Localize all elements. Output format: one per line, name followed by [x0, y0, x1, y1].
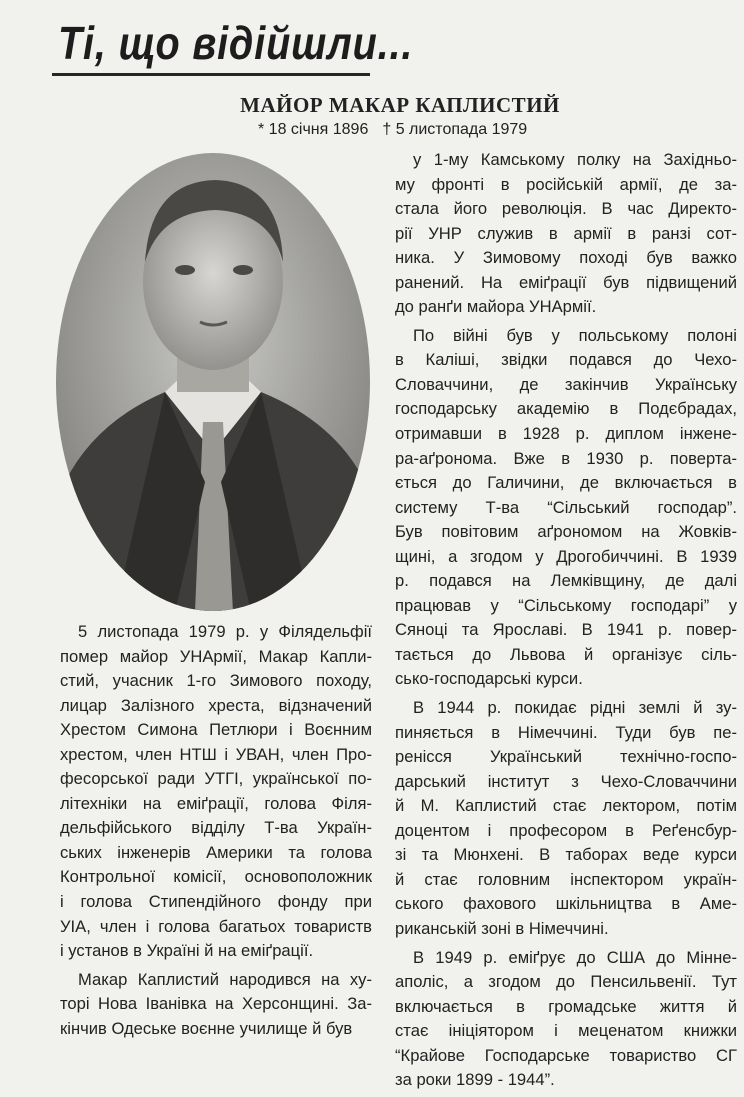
text-line: ренісся Український технічно-госпо-	[395, 747, 737, 767]
obituary-heading: МАЙОР МАКАР КАПЛИСТИЙ	[240, 93, 560, 117]
text-line: По війні був у польському полоні	[413, 325, 737, 345]
text-line: В 1949 р. еміґрує до США до Мінне-	[413, 947, 737, 967]
paragraph	[395, 946, 737, 1093]
death-date: † 5 листопада 1979	[382, 121, 528, 138]
text-line: кінчив Одеське воєнне училище й був	[60, 1018, 353, 1038]
text-line: рії УНР служив в армії в ранзі сот-	[395, 223, 737, 243]
text-line: Був повітовим аґрономом на Жовків-	[395, 522, 737, 542]
text-line: ранений. На еміґрації був підвищений	[395, 272, 737, 292]
text-line: сько-господарські курси.	[395, 669, 583, 689]
text-line: включається в громадське життя й	[395, 996, 737, 1016]
life-dates	[258, 121, 541, 139]
text-line: Словаччини, де закінчив Українську	[395, 374, 737, 394]
right-column-text	[395, 148, 737, 1097]
section-title: Ті, що відійшли...	[58, 17, 414, 69]
text-line: пиняється в Німеччині. Туди був пе-	[395, 722, 737, 742]
paragraph	[60, 968, 372, 1042]
text-line: му фронті в російській армії, де за-	[395, 174, 737, 194]
text-line: ського фахового шкільництва в Аме-	[395, 894, 737, 914]
text-line: і установ в Україні й на еміґрації.	[60, 941, 314, 961]
title-underline	[52, 73, 370, 76]
text-line: торі Нова Іванівка на Херсонщині. За-	[60, 994, 372, 1014]
text-line: фесорської ради УТГІ, української по-	[60, 769, 372, 789]
paragraph	[395, 324, 737, 692]
text-line: Хрестом Симона Петлюри і Воєнним	[60, 720, 372, 740]
text-line: “Крайове Господарське товариство СГ	[395, 1045, 737, 1065]
text-line: господарську академію в Подєбрадах,	[395, 399, 737, 419]
text-line: дельфійського відділу Т-ва Україн-	[60, 818, 372, 838]
text-line: й М. Каплистий стає лектором, потім	[395, 796, 737, 816]
left-column-text	[60, 620, 372, 1045]
text-line: 5 листопада 1979 р. у Філядельфії	[78, 622, 372, 641]
text-line: стає ініціятором і меценатом книжки	[395, 1021, 737, 1041]
text-line: у 1-му Камському полку на Західньо-	[413, 150, 737, 169]
text-line: лицар Залізного хреста, відзначений	[60, 695, 372, 715]
text-line: за роки 1899 - 1944”.	[395, 1070, 555, 1090]
portrait-photo	[55, 152, 371, 612]
birth-date: * 18 січня 1896	[258, 121, 369, 138]
text-line: дарський інститут з Чехо-Словаччини	[395, 771, 737, 791]
text-line: ських інженерів Америки та голова	[60, 842, 372, 862]
text-line: Контрольної комісії, основоположник	[60, 867, 372, 887]
text-line: систему Т-ва “Сільський господар”.	[395, 497, 737, 517]
text-line: ника. У Зимовому поході був важко	[395, 248, 737, 268]
text-line: аполіс, а згодом до Пенсильвенії. Тут	[395, 972, 737, 992]
text-line: отримавши в 1928 р. диплом інжене-	[395, 424, 737, 444]
text-line: й стає головним інспектором україн-	[395, 869, 737, 889]
text-line: доцентом і професором в Реґенсбур-	[395, 820, 737, 840]
text-line: зі та Мюнхені. В таборах веде курси	[395, 845, 737, 865]
paragraph	[395, 148, 737, 320]
paragraph	[395, 696, 737, 941]
text-line: ється до Галичини, де включається в	[395, 473, 737, 493]
paragraph	[60, 620, 372, 964]
text-line: р. подався на Лемківщину, де далі	[395, 571, 737, 591]
text-line: Макар Каплистий народився на ху-	[78, 969, 372, 989]
text-line: помер майор УНАрмії, Макар Капли-	[60, 646, 372, 666]
text-line: стий, учасник 1-го Зимового походу,	[60, 671, 372, 691]
text-line: ра-аґронома. Вже в 1930 р. поверта-	[395, 448, 737, 468]
text-line: В 1944 р. покидає рідні землі й зу-	[413, 698, 737, 718]
text-line: в Каліші, звідки подався до Чехо-	[395, 350, 737, 370]
text-line: стала його революція. В час Директо-	[395, 199, 737, 219]
text-line: працював у “Сільському господарі” у	[395, 595, 737, 615]
text-line: УІА, член і голова багатьох товариств	[60, 916, 372, 936]
text-line: і голова Стипендійного фонду при	[60, 892, 372, 912]
text-line: хрестом, член НТШ і УВАН, член Про-	[60, 744, 372, 764]
text-line: щині, а згодом у Дрогобиччині. В 1939	[395, 546, 737, 566]
text-line: до ранґи майора УНАрмії.	[395, 297, 597, 317]
text-line: Сяноці та Ярославі. В 1941 р. повер-	[395, 620, 737, 640]
text-line: літехніки на еміґрації, голова Філя-	[60, 793, 372, 813]
text-line: тається до Львова й організує сіль-	[395, 644, 737, 664]
text-line: риканській зоні в Німеччині.	[395, 918, 609, 938]
